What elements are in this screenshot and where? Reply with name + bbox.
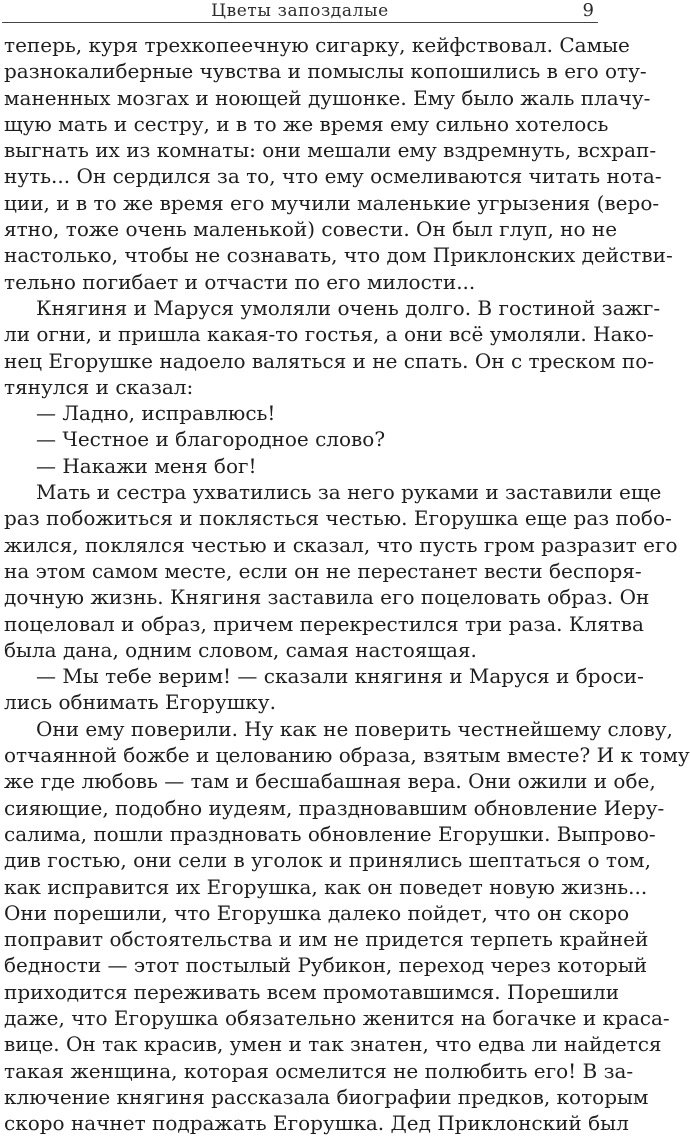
text-line: на этом самом месте, если он не перестанет вести беспоря- <box>4 558 642 583</box>
text-line: такая женщина, которая осмелится не полюбить его! В за- <box>4 1058 634 1083</box>
text-line: тельно погибает и отчасти по его милости... <box>4 269 476 294</box>
text-line: див гостью, они сели в уголок и принялись шептаться о том, <box>4 848 651 873</box>
text-line: нец Егорушке надоело валяться и не спать. Он с треском по- <box>4 348 655 373</box>
text-line: жился, поклялся честью и сказал, что пусть гром разразит его <box>4 532 678 557</box>
text-line: раз побожиться и поклясться честью. Егорушка еще раз побо- <box>4 506 672 531</box>
text-line: сияющие, подобно иудеям, праздновавшим обновление Иеру- <box>4 795 665 820</box>
text-line: ключение княгиня рассказала биографии предков, которым <box>4 1084 649 1109</box>
text-line: была дана, одним словом, самая настоящая. <box>4 637 477 662</box>
text-line: поправит обстоятельства и им не придется терпеть крайней <box>4 927 649 952</box>
running-header <box>0 0 600 24</box>
text-line: выгнать их из комнаты: они мешали ему вздремнуть, всхрап- <box>4 138 657 163</box>
text-line: Они порешили, что Егорушка далеко пойдет, что он скоро <box>4 900 630 925</box>
text-line: — Ладно, исправлюсь! <box>36 401 276 426</box>
text-line: даже, что Егорушка обязательно женится на богачке и краса- <box>4 1005 670 1030</box>
text-line: отчаянной божбе и целованию образа, взятым вместе? И к тому <box>4 743 690 768</box>
text-line: — Накажи меня бог! <box>36 453 257 478</box>
text-line: тянулся и сказал: <box>4 374 194 399</box>
text-line: Они ему поверили. Ну как не поверить честнейшему слову, <box>36 716 673 741</box>
text-line: маненных мозгах и ноющей душонке. Ему было жаль плачу- <box>4 85 651 110</box>
header-rule <box>2 22 598 23</box>
text-line: салима, пошли праздновать обновление Егорушки. Выпрово- <box>4 821 656 846</box>
text-line: разнокалиберные чувства и помыслы копошились в его оту- <box>4 59 647 84</box>
text-line: дочную жизнь. Княгиня заставила его поцеловать образ. Он <box>4 585 650 610</box>
text-line: бедности — этот постылый Рубикон, переход через который <box>4 953 648 978</box>
text-line: ли огни, и пришла какая-то гостья, а они всё умоляли. Нако- <box>4 322 654 347</box>
text-line: ции, и в то же время его мучили маленькие угрызения (веро- <box>4 190 660 215</box>
text-line: лись обнимать Егорушку. <box>4 690 276 715</box>
text-line: нуть... Он сердился за то, что ему осмеливаются читать нота- <box>4 164 662 189</box>
page-number: 9 <box>582 0 594 21</box>
text-line: — Мы тебе верим! — сказали княгиня и Маруся и броси- <box>36 664 644 689</box>
text-line: Мать и сестра ухватились за него руками и заставили еще <box>36 480 662 505</box>
text-line: Княгиня и Маруся умоляли очень долго. В гостиной зажг- <box>36 295 661 320</box>
text-line: поцеловал и образ, причем перекрестился три раза. Клятва <box>4 611 644 636</box>
text-line: теперь, куря трехкопеечную сигарку, кейфствовал. Самые <box>4 33 630 57</box>
text-line: скоро начнет подражать Егорушка. Дед Приклонский был <box>4 1111 629 1136</box>
text-line: ятно, тоже очень маленькой) совести. Он был глуп, но не <box>4 217 618 242</box>
text-line: приходится переживать всем промотавшимся. Порешили <box>4 979 620 1004</box>
body-text <box>0 32 690 1136</box>
running-title: Цветы запоздалые <box>211 1 389 21</box>
text-line: же где любовь — там и бесшабашная вера. Они ожили и обе, <box>4 769 656 794</box>
text-line: настолько, чтобы не сознавать, что дом Приклонских действи- <box>4 243 673 268</box>
text-line: щую мать и сестру, и в то же время ему сильно хотелось <box>4 111 609 136</box>
text-line: — Честное и благородное слово? <box>36 427 386 452</box>
text-line: как исправится их Егорушка, как он поведет новую жизнь... <box>4 874 648 899</box>
text-line: вице. Он так красив, умен и так знатен, что едва ли найдется <box>4 1032 662 1057</box>
